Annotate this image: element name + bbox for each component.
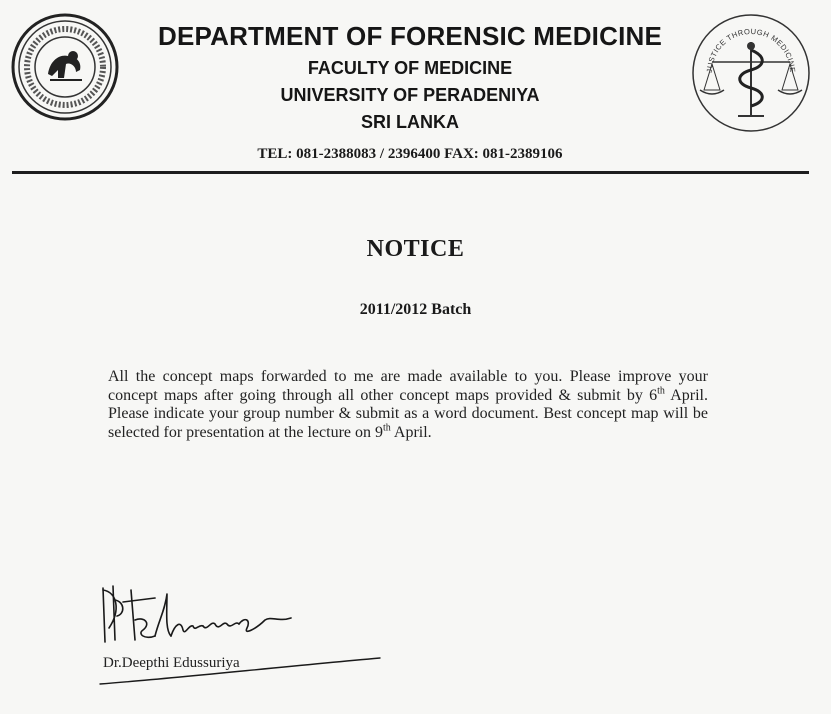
- notice-sup1: th: [657, 385, 665, 397]
- header-divider: [12, 171, 809, 174]
- notice-body: [108, 368, 708, 442]
- university-seal-icon: [10, 12, 120, 122]
- university-title: UNIVERSITY OF PERADENIYA: [280, 85, 540, 105]
- department-title: DEPARTMENT OF FORENSIC MEDICINE: [157, 21, 663, 51]
- notice-title: NOTICE: [366, 236, 465, 262]
- notice-sup2: th: [383, 422, 391, 434]
- faculty-title: FACULTY OF MEDICINE: [307, 58, 513, 78]
- notice-body-part3: April.: [390, 423, 432, 441]
- country-title: SRI LANKA: [361, 112, 459, 132]
- signature-image: [95, 580, 325, 660]
- svg-text:JUSTICE THROUGH MEDICINE: JUSTICE THROUGH MEDICINE: [704, 26, 798, 74]
- batch-label: 2011/2012 Batch: [359, 301, 472, 318]
- notice-body-part1: All the concept maps forwarded to me are made available to you. Please improve your concept maps after going through all other concept maps provided & submit by 6: [108, 368, 708, 404]
- justice-through-medicine-emblem: [690, 12, 812, 134]
- contact-line: TEL: 081-2388083 / 2396400 FAX: 081-2389106: [257, 146, 563, 162]
- notice-body-part2: April. Please indicate your group number & submit as a word document. Best concept map will be selected for presentation at the lecture on 9: [108, 386, 708, 441]
- signatory-name: Dr.Deepthi Edussuriya: [103, 655, 240, 671]
